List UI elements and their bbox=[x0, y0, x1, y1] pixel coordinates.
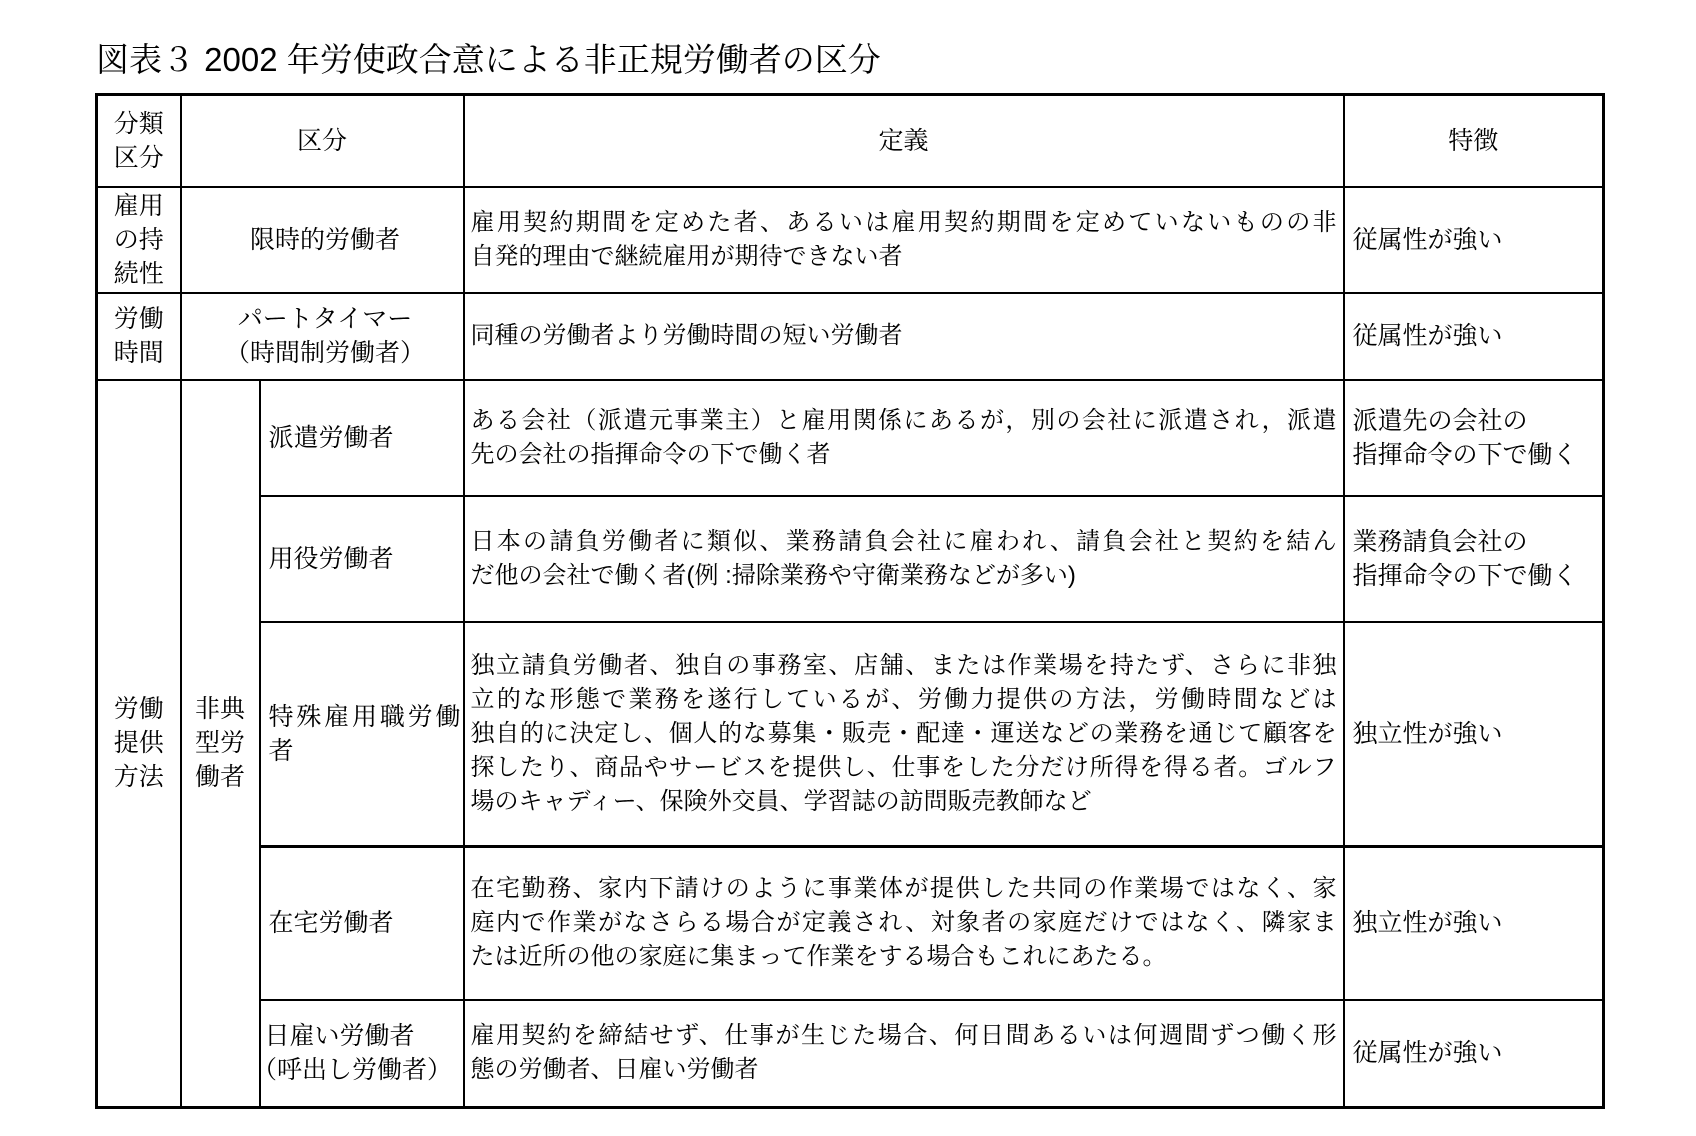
feature-cell bbox=[1344, 380, 1604, 496]
division-cell bbox=[260, 847, 464, 1000]
type-cell: 非典型労働者 bbox=[181, 380, 260, 1108]
feature-cell bbox=[1344, 293, 1604, 380]
category-cell: 労働時間 bbox=[97, 293, 181, 380]
definition-line: 態の労働者、日雇い労働者 bbox=[470, 1056, 759, 1084]
header-feature: 特徴 bbox=[1344, 95, 1604, 187]
definition-line: 先の会社の指揮命令の下で働く者 bbox=[470, 440, 831, 468]
division-line: 在宅労働者 bbox=[268, 909, 394, 938]
definition-line: 在宅勤務、家内下請けのように事業体が提供した共同の作業場ではなく、家 bbox=[470, 875, 1337, 903]
feature-line: 従属性が強い bbox=[1352, 225, 1503, 254]
header-row bbox=[97, 95, 1604, 187]
division-line: パートタイマー bbox=[237, 305, 413, 333]
classification-table bbox=[95, 93, 1605, 1109]
header-definition: 定義 bbox=[464, 95, 1344, 187]
definition-cell bbox=[464, 622, 1344, 847]
division-line: 限時的労働者 bbox=[250, 225, 401, 254]
definition-line: 庭内で作業がなさらる場合が定義され、対象者の家庭だけではなく、隣家ま bbox=[470, 909, 1337, 937]
feature-line: 指揮命令の下で働く bbox=[1352, 440, 1578, 469]
feature-line: 従属性が強い bbox=[1352, 322, 1503, 350]
division-line: （時間制労働者） bbox=[237, 339, 413, 367]
definition-line: 立的な形態で業務を遂行しているが、労働力提供の方法，労働時間などは bbox=[470, 685, 1337, 713]
header-division: 区分 bbox=[181, 95, 464, 187]
definition-line: 探したり、商品やサービスを提供し、仕事をした分だけ所得を得る者。ゴルフ bbox=[470, 753, 1337, 781]
category-cell: 雇用の持続性 bbox=[97, 187, 181, 293]
division-cell bbox=[260, 1000, 464, 1108]
header-category: 分類区分 bbox=[97, 95, 181, 187]
feature-line: 独立性が強い bbox=[1352, 719, 1503, 748]
definition-cell bbox=[464, 293, 1344, 380]
table-row bbox=[97, 1000, 1604, 1108]
category-cell: 労働提供方法 bbox=[97, 380, 181, 1108]
definition-line: 雇用契約期間を定めた者、あるいは雇用契約期間を定めていないものの非 bbox=[470, 208, 1337, 236]
definition-line: だ他の会社で働く者(例 :掃除業務や守衛業務などが多い) bbox=[470, 561, 1076, 589]
feature-cell bbox=[1344, 1000, 1604, 1108]
table-row bbox=[97, 847, 1604, 1000]
definition-cell bbox=[464, 1000, 1344, 1108]
definition-cell bbox=[464, 187, 1344, 293]
feature-line: 独立性が強い bbox=[1352, 909, 1503, 938]
table-row bbox=[97, 380, 1604, 496]
division-cell bbox=[260, 380, 464, 496]
feature-line: 従属性が強い bbox=[1352, 1039, 1503, 1068]
feature-cell bbox=[1344, 496, 1604, 622]
definition-cell bbox=[464, 380, 1344, 496]
definition-line: 同種の労働者より労働時間の短い労働者 bbox=[470, 322, 903, 349]
division-line: （呼出し労働者） bbox=[264, 1056, 440, 1085]
division-line: 日雇い労働者 bbox=[264, 1022, 415, 1051]
division-cell bbox=[260, 622, 464, 847]
definition-line: 独立請負労働者、独自の事務室、店舗、または作業場を持たず、さらに非独 bbox=[470, 651, 1337, 679]
division-line: 派遣労働者 bbox=[268, 423, 394, 452]
division-cell bbox=[181, 187, 464, 293]
table-row bbox=[97, 496, 1604, 622]
table-title: 図表３ 2002 年労使政合意による非正規労働者の区分 bbox=[96, 41, 881, 78]
feature-cell bbox=[1344, 847, 1604, 1000]
table-row bbox=[97, 187, 1604, 293]
feature-line: 指揮命令の下で働く bbox=[1352, 561, 1578, 590]
feature-cell bbox=[1344, 187, 1604, 293]
definition-line: 場のキャディー、保険外交員、学習誌の訪問販売教師など bbox=[470, 787, 1092, 815]
division-cell bbox=[260, 496, 464, 622]
division-line: 特殊雇用職労働者 bbox=[268, 702, 461, 765]
definition-line: ある会社（派遣元事業主）と雇用関係にあるが，別の会社に派遣され，派遣 bbox=[470, 406, 1337, 434]
table-row bbox=[97, 293, 1604, 380]
definition-line: 日本の請負労働者に類似、業務請負会社に雇われ、請負会社と契約を結ん bbox=[470, 527, 1337, 555]
division-cell bbox=[181, 293, 464, 380]
definition-line: たは近所の他の家庭に集まって作業をする場合もこれにあたる。 bbox=[470, 943, 1167, 971]
definition-line: 独自的に決定し、個人的な募集・販売・配達・運送などの業務を通じて顧客を bbox=[470, 719, 1337, 747]
definition-cell bbox=[464, 847, 1344, 1000]
division-line: 用役労働者 bbox=[268, 544, 394, 573]
feature-line: 業務請負会社の bbox=[1352, 527, 1528, 556]
definition-line: 自発的理由で継続雇用が期待できない者 bbox=[470, 242, 903, 270]
feature-cell bbox=[1344, 622, 1604, 847]
definition-cell bbox=[464, 496, 1344, 622]
table-row bbox=[97, 622, 1604, 847]
definition-line: 雇用契約を締結せず、仕事が生じた場合、何日間あるいは何週間ずつ働く形 bbox=[470, 1022, 1337, 1050]
feature-line: 派遣先の会社の bbox=[1352, 406, 1528, 435]
